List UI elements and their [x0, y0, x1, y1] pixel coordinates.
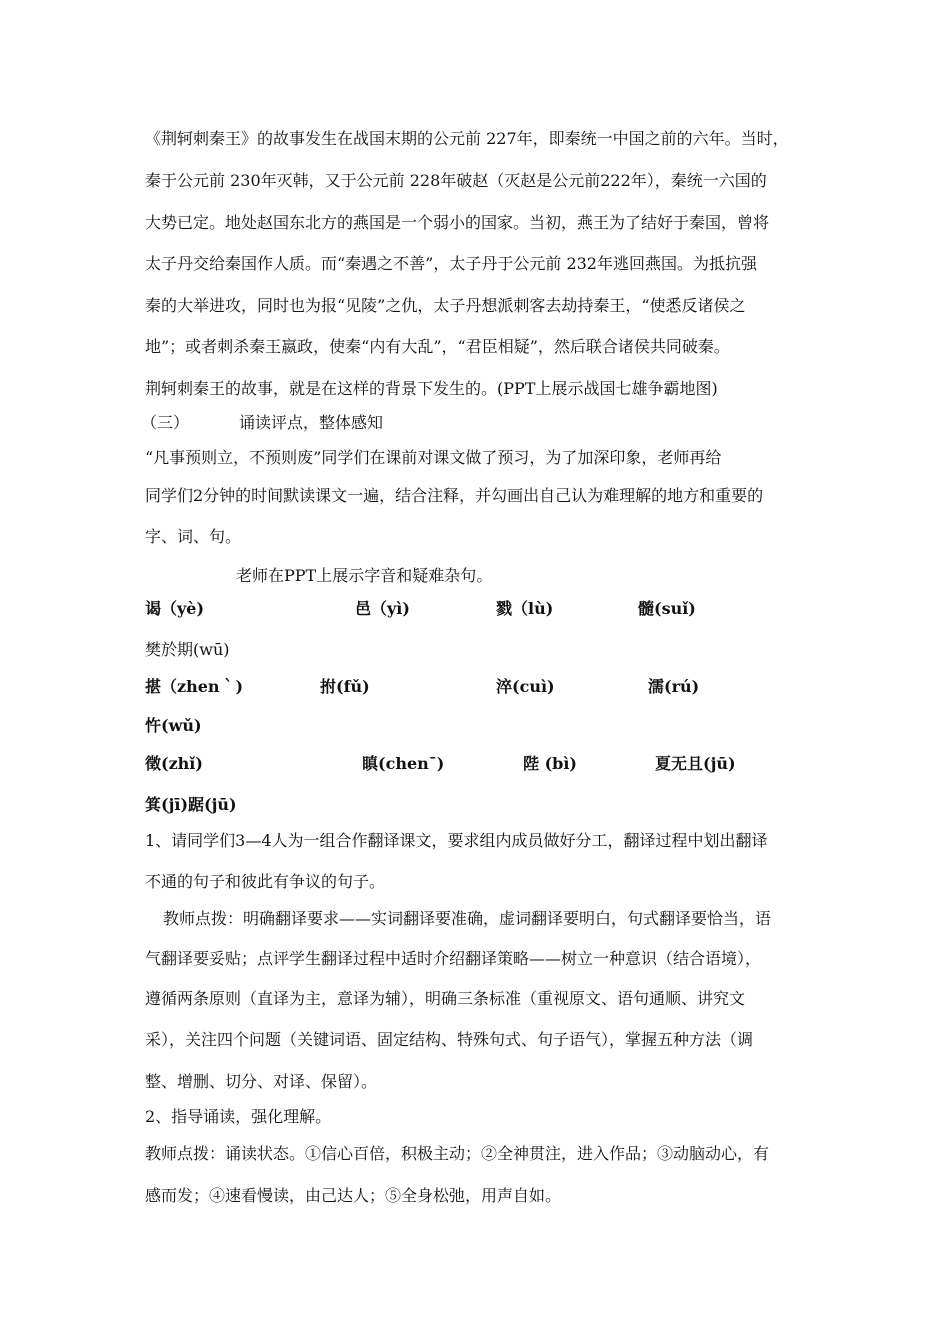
pinyin-item: 谒（yè)	[145, 599, 205, 618]
ppt-note: 老师在PPT上展示字音和疑难杂句。	[236, 566, 493, 585]
paragraph-line: 大势已定。地处赵国东北方的燕国是一个弱小的国家。当初，燕王为了结好于秦国，曾将	[145, 213, 770, 232]
pinyin-item: 箕(jī)踞(jū)	[145, 795, 237, 814]
pinyin-item: 忤(wǔ)	[145, 716, 202, 735]
pinyin-item: 戮（lù)	[496, 599, 554, 618]
pinyin-item: 徵(zhǐ)	[145, 754, 203, 773]
paragraph-line: 整、增删、切分、对译、保留）。	[145, 1072, 378, 1091]
paragraph-line: 感而发；④速看慢读，由己达人；⑤全身松弛，用声自如。	[145, 1186, 562, 1205]
pinyin-item: 揕（zhen｀)	[145, 677, 244, 696]
paragraph-line: 《荆轲刺秦王》的故事发生在战国末期的公元前 227年，即秦统一中国之前的六年。当时，	[145, 129, 789, 148]
paragraph-line: 字、词、句。	[145, 527, 242, 546]
paragraph-line: 不通的句子和彼此有争议的句子。	[145, 872, 386, 891]
paragraph-line: 2、指导诵读，强化理解。	[145, 1107, 332, 1126]
pinyin-item: 陛 (bì)	[523, 754, 577, 773]
paragraph-line: 教师点拨：诵读状态。①信心百倍，积极主动；②全神贯注，进入作品；③动脑动心，有	[145, 1144, 770, 1163]
paragraph-line: 1、请同学们3—4人为一组合作翻译课文，要求组内成员做好分工，翻译过程中划出翻译	[145, 831, 768, 850]
pinyin-item: 淬(cuì)	[496, 677, 555, 696]
paragraph-line: 同学们2分钟的时间默读课文一遍，结合注释，并勾画出自己认为难理解的地方和重要的	[145, 486, 764, 505]
paragraph-line: “凡事预则立，不预则废”同学们在课前对课文做了预习，为了加深印象，老师再给	[145, 448, 722, 467]
pinyin-item: 樊於期(wū)	[145, 640, 230, 659]
section-number: （三）	[141, 413, 190, 432]
paragraph-line: 荆轲刺秦王的故事，就是在这样的背景下发生的。(PPT上展示战国七雄争霸地图)	[145, 379, 718, 398]
pinyin-item: 夏无且(jū)	[655, 754, 736, 773]
paragraph-line: 采），关注四个问题（关键词语、固定结构、特殊句式、句子语气），掌握五种方法（调	[145, 1030, 754, 1049]
pinyin-item: 邑（yì)	[355, 599, 410, 618]
paragraph-line: 教师点拨：明确翻译要求——实词翻译要准确，虚词翻译要明白，句式翻译要恰当，语	[163, 909, 772, 928]
pinyin-item: 濡(rú)	[648, 677, 700, 696]
paragraph-line: 太子丹交给秦国作人质。而“秦遇之不善”，太子丹于公元前 232年逃回燕国。为抵抗强	[145, 254, 757, 273]
paragraph-line: 地”；或者刺杀秦王嬴政，使秦“内有大乱”，“君臣相疑”，然后联合诸侯共同破秦。	[145, 337, 730, 356]
pinyin-item: 拊(fǔ)	[320, 677, 370, 696]
pinyin-item: 瞋(chen¯)	[362, 754, 445, 773]
section-title: 诵读评点，整体感知	[239, 413, 384, 432]
paragraph-line: 遵循两条原则（直译为主，意译为辅），明确三条标准（重视原文、语句通顺、讲究文	[145, 989, 746, 1008]
pinyin-item: 髓(suǐ)	[638, 599, 696, 618]
paragraph-line: 秦的大举进攻，同时也为报“见陵”之仇，太子丹想派刺客去劫持秦王，“使悉反诸侯之	[145, 296, 746, 315]
paragraph-line: 秦于公元前 230年灭韩，又于公元前 228年破赵（灭赵是公元前222年），秦统一六国的	[145, 171, 767, 190]
paragraph-line: 气翻译要妥贴；点评学生翻译过程中适时介绍翻译策略——树立一种意识（结合语境），	[145, 949, 762, 968]
